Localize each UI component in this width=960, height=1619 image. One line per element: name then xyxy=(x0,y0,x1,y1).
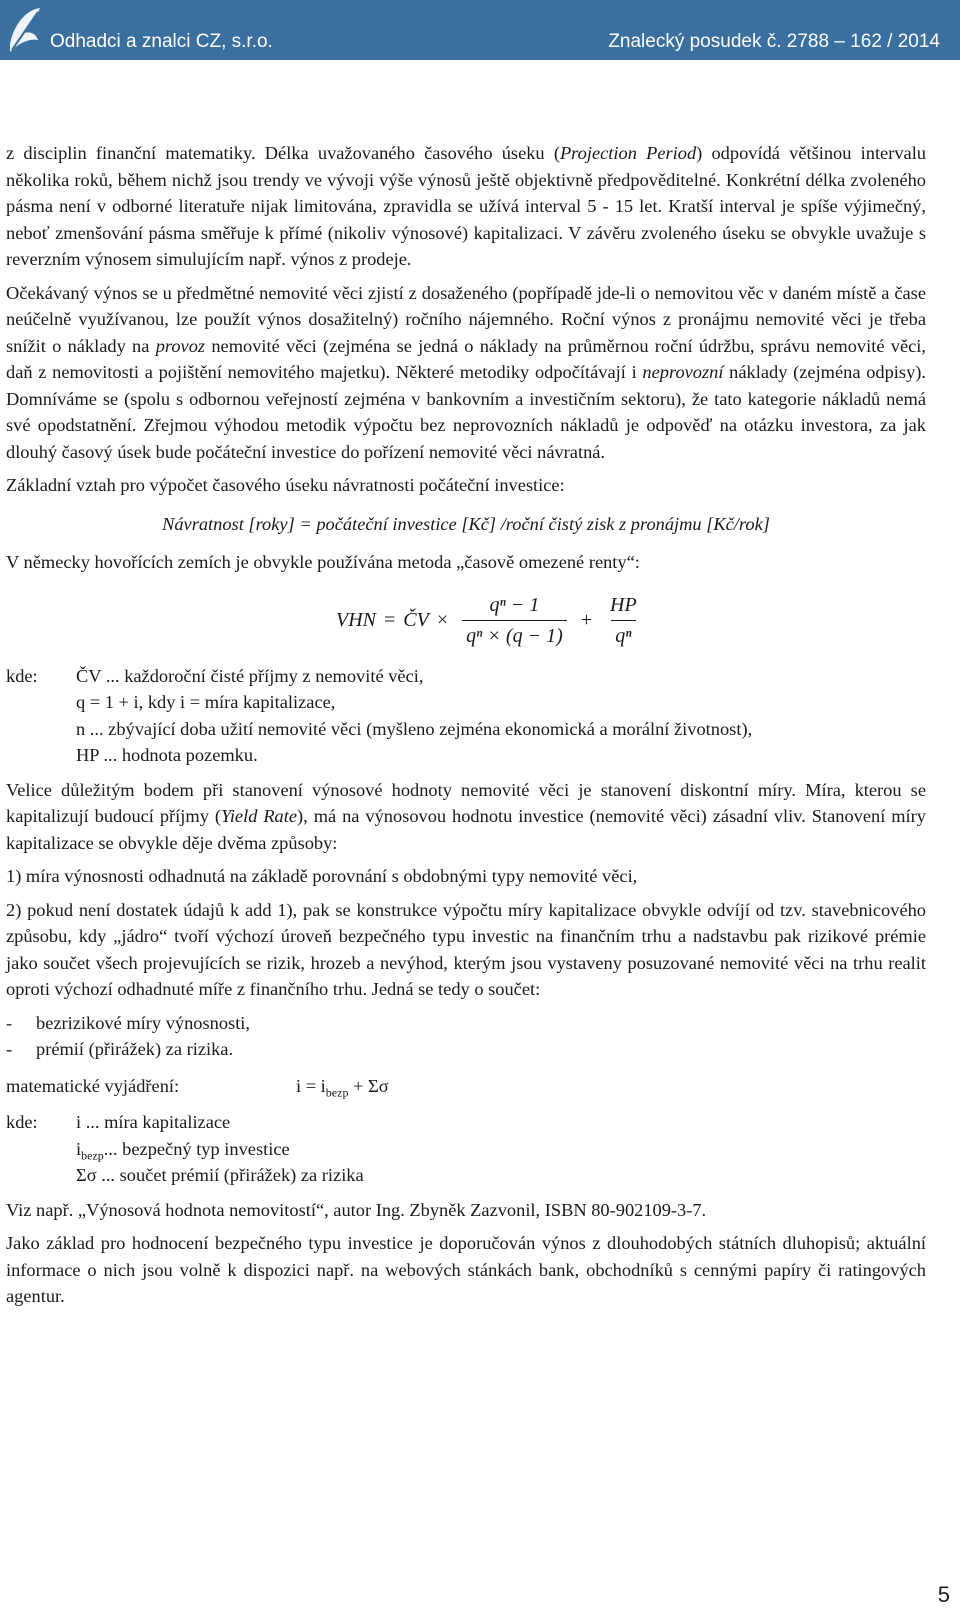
definitions-label: kde: xyxy=(6,665,38,686)
paragraph-german-method: V německy hovořících zemích je obvykle používána metoda „časově omezené renty“: xyxy=(6,552,640,572)
formula-cv: ČV xyxy=(403,609,429,632)
definition-item: i ... míra kapitalizace xyxy=(76,1112,231,1132)
formula-times: × xyxy=(436,609,449,632)
definitions-list-1 xyxy=(6,663,926,769)
definition-item: HP ... hodnota pozemku. xyxy=(76,745,258,765)
formula-equals: = xyxy=(384,609,396,632)
formula-fraction-2: $\frac{HP}{\text{qⁿ}}$ xyxy=(606,592,641,650)
definition-item: ČV ... každoroční čisté příjmy z nemovité věci, xyxy=(76,665,424,686)
list-item: - bezrizikové míry výnosnosti, xyxy=(6,1012,251,1033)
math-formula: $i = i_{bezp} + \Sigma\sigma$ xyxy=(296,1075,389,1100)
page-header xyxy=(0,0,960,60)
sum-components-list xyxy=(6,1010,926,1063)
paragraph-method-2: 2) pokud není dostatek údajů k add 1), pak se konstrukce výpočtu míry kapitalizace obvykle odvíjí od tzv. stavebnicového způsobu, kdy „jádro“ tvoří výchozí úroveň bezpečného typu investic na finančním trhu a nadstavbu pak rizikové prémie jako součet všech projevujících se rizik, hrozeb a nevýhod, kterým jsou vystaveny posuzované nemovité věci na trhu realit oproti výchozí odhadnuté míře z finančního trhu. Jedná se tedy o součet: xyxy=(6,899,926,999)
paragraph-reference: Viz např. „Výnosová hodnota nemovitostí“, autor Ing. Zbyněk Zazvonil, ISBN 80-902109-3-7. xyxy=(6,1199,707,1220)
payback-formula: Návratnost [roky] = počáteční investice [Kč] /roční čistý zisk z pronájmu [Kč/rok] xyxy=(162,513,770,534)
document-body xyxy=(6,140,926,1317)
math-label: matematické vyjádření: xyxy=(6,1075,180,1096)
company-logo-icon xyxy=(8,4,44,54)
report-reference: Znalecký posudek č. 2788 – 162 / 2014 xyxy=(608,31,940,52)
definition-item: Σσ ... součet prémií (přirážek) za rizika xyxy=(76,1165,364,1185)
paragraph-method-1: 1) míra výnosnosti odhadnutá na základě porovnání s obdobnými typy nemovité věci, xyxy=(6,866,638,886)
company-name: Odhadci a znalci CZ, s.r.o. xyxy=(50,31,273,52)
formula-lhs: VHN xyxy=(336,609,376,632)
definition-item: n ... zbývající doba užití nemovité věci (myšleno zejména ekonomická a morální životnost), xyxy=(76,718,753,739)
definitions-label: kde: xyxy=(6,1112,38,1132)
list-item: - prémií (přirážek) za rizika. xyxy=(6,1039,234,1059)
formula-plus: + xyxy=(580,609,593,632)
definition-item: q = 1 + i, kdy i = míra kapitalizace, xyxy=(76,692,336,712)
formula-fraction-1: $\frac{\text{qⁿ − 1}}{\text{qⁿ × (q − 1)}}$ xyxy=(462,592,567,650)
paragraph-bonds: Jako základ pro hodnocení bezpečného typu investice je doporučován výnos z dlouhodobých státních dluhopisů; aktuální informace o nich jsou volně k dispozici např. na webových stánkách bank, obchodníků s cennými papíry či ratingových agentur. xyxy=(6,1233,926,1306)
paragraph-projection-period: z disciplin finanční matematiky. Délka uvažovaného časového úseku (Projection Period) odpovídá většinou intervalu několika roků, během nichž jsou trendy ve vývoji výše výnosů ještě objektivně předpověditelné. Konkrétní délka zvoleného pásma není v odborné literatuře nijak limitována, zpravidla se užívá interval 5 - 15 let. Kratší interval je spíše výjimečný, neboť zmenšování pásma směřuje k přímé (nikoliv výnosové) kapitalizaci. V závěru zvoleného úseku se obvykle uvažuje s reverzním výnosem simulujícím např. výnos z prodeje. xyxy=(6,143,926,269)
annuity-formula xyxy=(6,583,926,659)
definitions-list-2 xyxy=(6,1109,926,1189)
paragraph-basic-relation: Základní vztah pro výpočet časového úseku návratnosti počáteční investice: xyxy=(6,475,565,495)
paragraph-discount-rate: Velice důležitým bodem při stanovení výnosové hodnoty nemovité věci je stanovení diskontní míry. Míra, kterou se kapitalizují budoucí příjmy (Yield Rate), má na výnosovou hodnotu investice (nemovité věci) zásadní vliv. Stanovení míry kapitalizace se obvykle děje dvěma způsoby: xyxy=(6,779,926,853)
definition-item: $i_{bezp}$... bezpečný typ investice xyxy=(76,1138,290,1163)
page-number: 5 xyxy=(937,1582,950,1607)
math-expression xyxy=(6,1073,926,1100)
paragraph-expected-yield: Očekávaný výnos se u předmětné nemovité věci zjistí z dosaženého (popřípadě jde-li o nemovitou věc v daném místě a čase neúčelně využívanou, lze použít výnos dosažitelný) ročního nájemného. Roční výnos z pronájmu nemovité věci je třeba snížit o náklady na provoz nemovité věci (zejména se jedná o náklady na průměrnou roční údržbu, správu nemovité věci, daň z nemovitosti a pojištění nemovitého majetku). Některé metodiky odpočítávají i neprovozní náklady (zejména odpisy). Domníváme se (spolu s odbornou veřejností zejména v bankovním a investičním sektoru), že tato kategorie nákladů nemá své opodstatnění. Zřejmou výhodou metodik výpočtu bez neprovozních nákladů je odpověď na otázku investora, za jak dlouhý časový úsek bude počáteční investice do pořízení nemovité věci návratná. xyxy=(6,282,926,462)
